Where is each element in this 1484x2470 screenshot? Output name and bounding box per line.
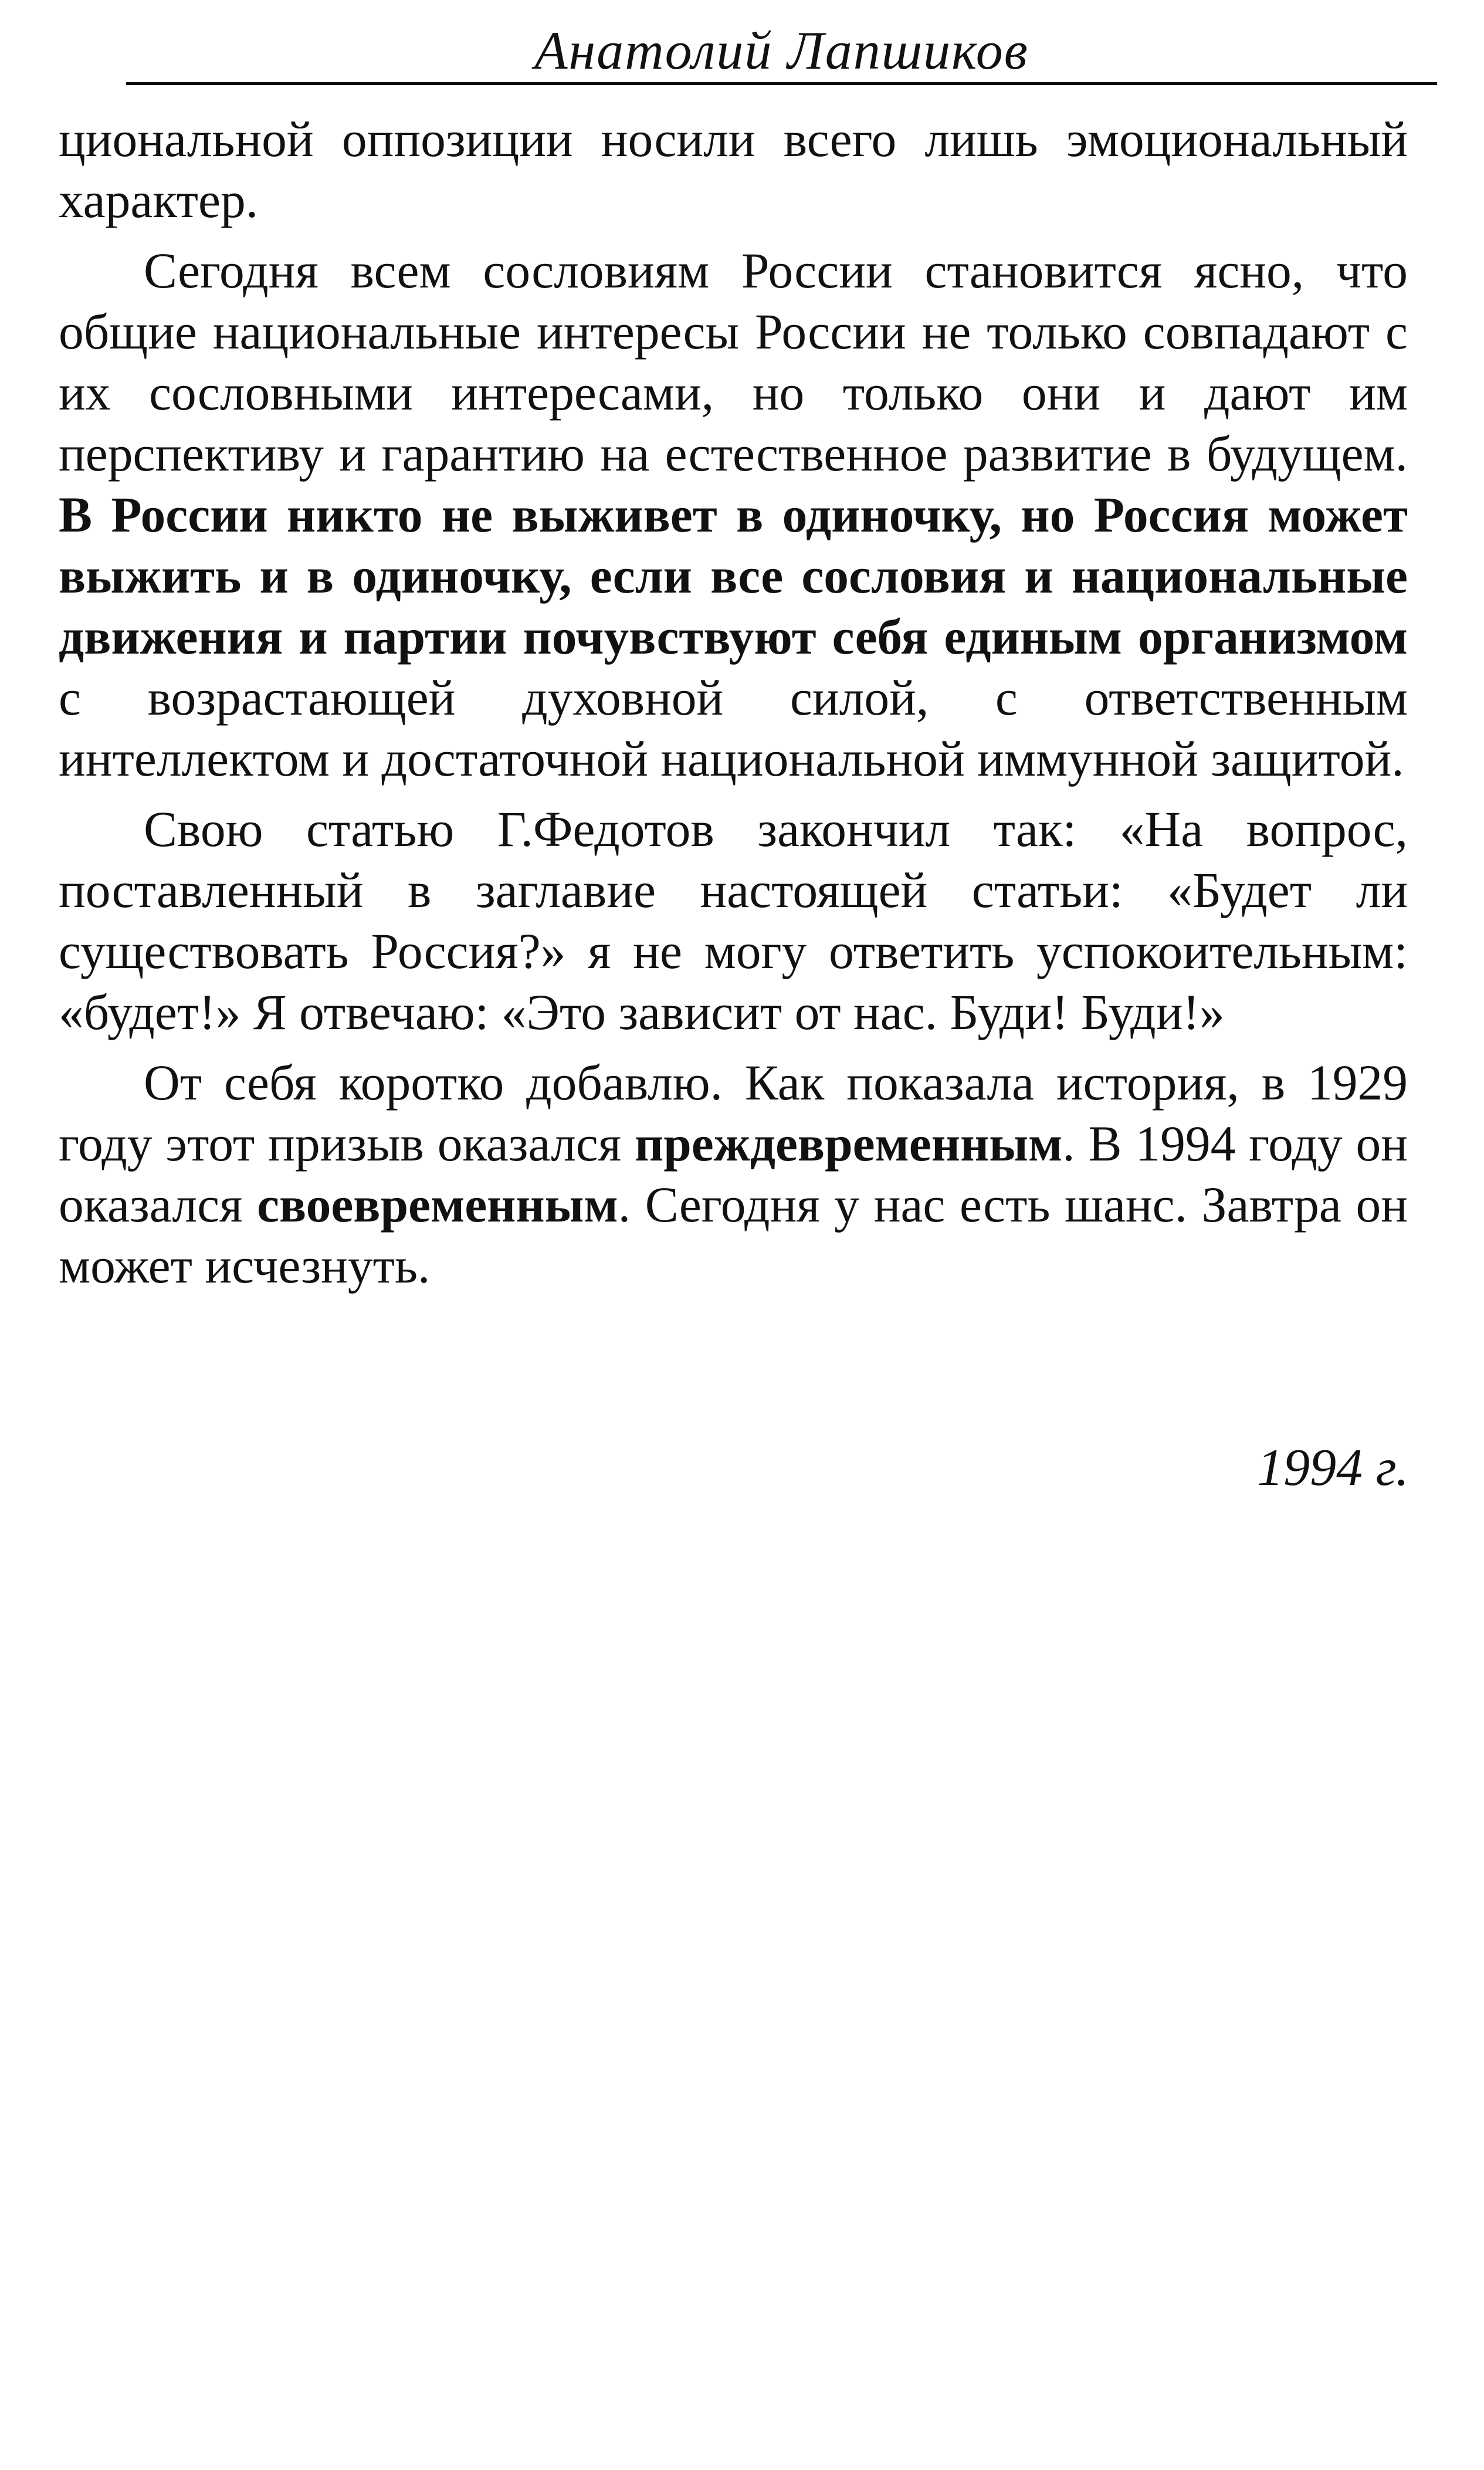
paragraph-1 — [59, 109, 1408, 231]
running-head — [126, 5, 1437, 107]
running-head-title: Анатолий Лапшиков — [534, 21, 1029, 80]
paragraph-4-bold-1: преждевременным — [634, 1116, 1063, 1172]
paragraph-4-text-2: . В 1994 году он оказался — [59, 1116, 1408, 1233]
paragraph-3 — [59, 799, 1408, 1043]
paragraph-2-bold-1: В России никто не выживет в одиночку, но Россия может выжить и в одиночку, если все сословия и национальные движения и партии почувствуют себя единым организмом — [59, 488, 1408, 665]
paragraph-4-text-3: . Сегодня у нас есть шанс. Завтра он может исчезнуть. — [59, 1178, 1408, 1294]
paragraph-3-text: Свою статью Г.Федотов закончил так: «На вопрос, поставленный в заглавие настоящей статьи: «Будет ли существовать Россия?» я не могу ответить успокоительным: «будет!» Я отвечаю: «Это зависит от нас. Буди! Буди!» — [59, 802, 1408, 1040]
paragraph-1-text: циональной оппозиции носили всего лишь эмоциональный характер. — [59, 112, 1408, 228]
paragraph-2-text-1: Сегодня всем сословиям России становится ясно, что общие национальные интересы России не только совпадают с их сословными интересами, но только они и дают им перспективу и гарантию на естественное развитие в будущем. — [59, 243, 1408, 482]
running-head-rule — [126, 82, 1437, 85]
paragraph-4-bold-2: своевременным — [257, 1178, 618, 1233]
paragraph-2 — [59, 241, 1408, 790]
paragraph-4-text-1: От себя коротко добавлю. Как показала история, в 1929 году этот призыв оказался — [59, 1055, 1408, 1172]
paragraph-4 — [59, 1053, 1408, 1297]
paragraph-2-text-2: с возрастающей духовной силой, с ответственным интеллектом и достаточной национальной иммунной защитой. — [59, 671, 1408, 787]
body-text — [59, 109, 1408, 1297]
article-date: 1994 г. — [1257, 1439, 1409, 1497]
